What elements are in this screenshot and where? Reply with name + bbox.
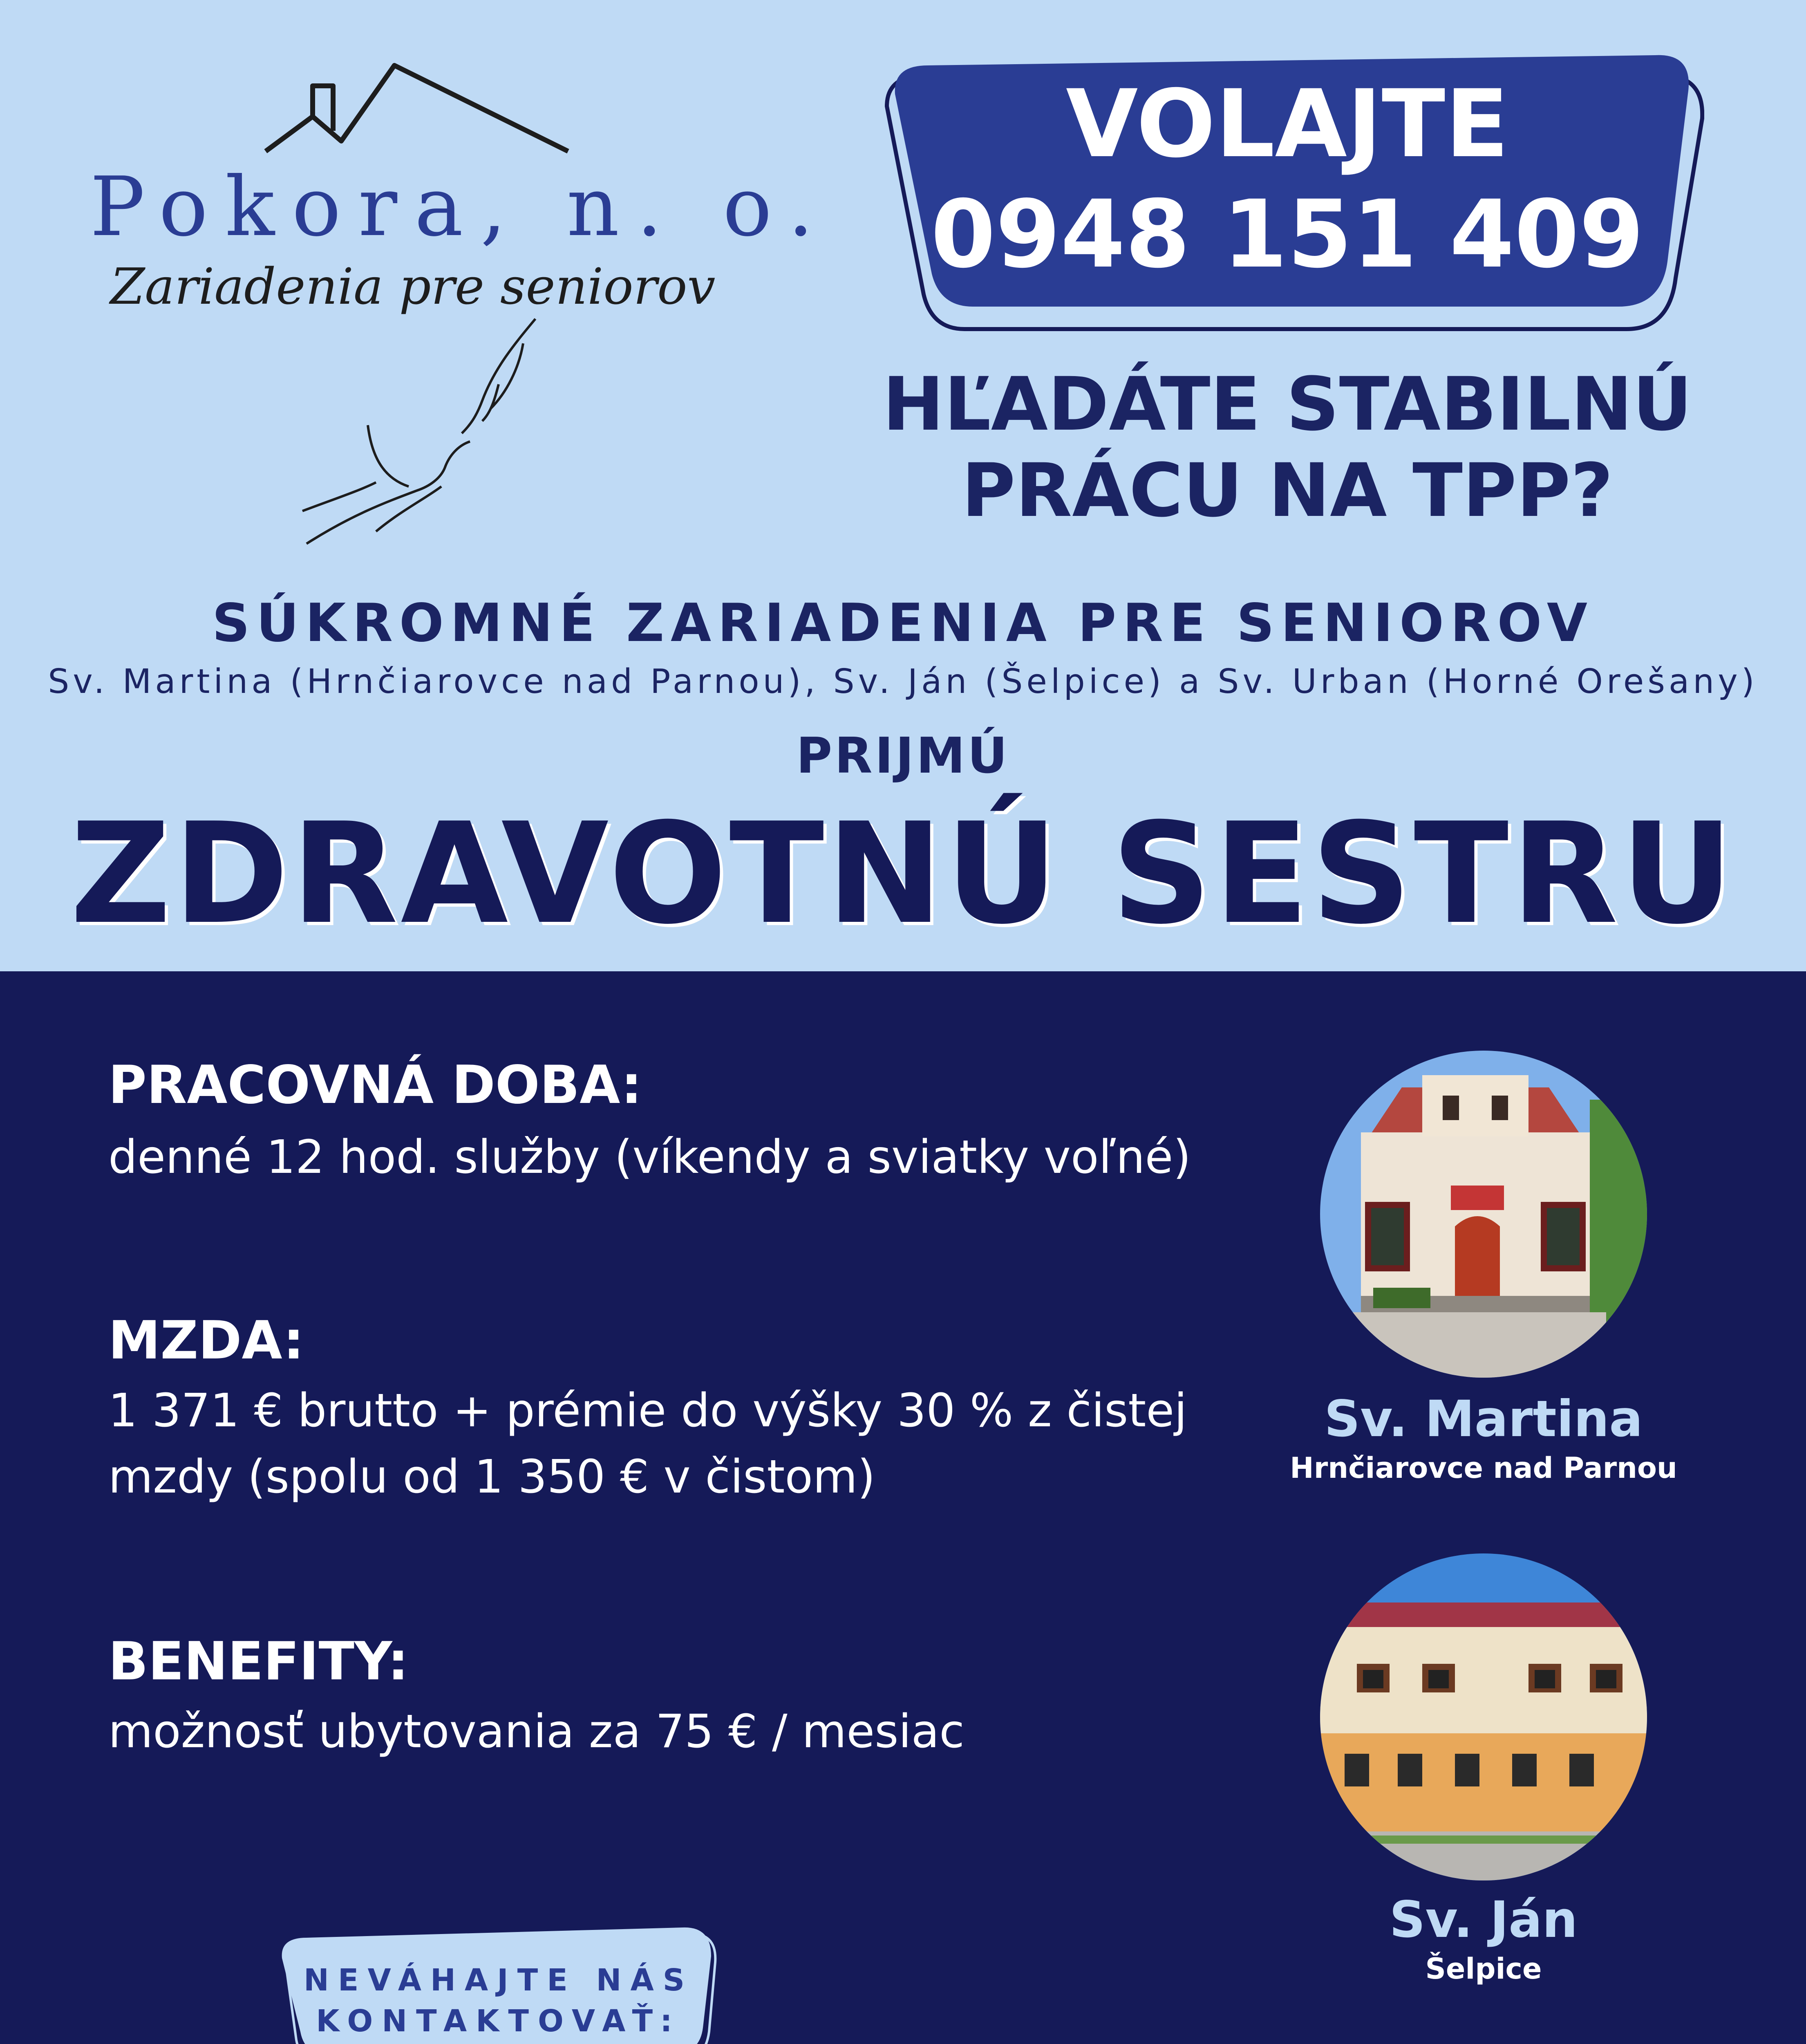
job-question-line2: PRÁCU NA TPP? <box>961 448 1614 533</box>
logo-subtitle: Zariadenia pre seniorov <box>110 258 716 316</box>
call-phone-number[interactable]: 0948 151 409 <box>931 180 1644 289</box>
contact-prompt-line1: NEVÁHAJTE NÁS <box>303 1963 694 1998</box>
building-image <box>1320 1553 1647 1880</box>
call-banner <box>871 45 1704 331</box>
job-question-line1: HĽADÁTE STABILNÚ <box>882 362 1692 447</box>
facility-place-martina: Hrnčiarovce nad Parnou <box>1290 1451 1677 1485</box>
facility-place-jan: Šelpice <box>1425 1952 1542 1986</box>
contact-badge <box>278 1921 719 2044</box>
wage-text-line1: 1 371 € brutto + prémie do výšky 30 % z čistej <box>108 1384 1187 1437</box>
facility-type-heading: SÚKROMNÉ ZARIADENIA PRE SENIOROV <box>212 593 1594 654</box>
wage-text <box>108 1378 1187 1511</box>
locations-line: Sv. Martina (Hrnčiarovce nad Parnou), Sv. Ján (Šelpice) a Sv. Urban (Horné Orešany) <box>48 662 1758 701</box>
wage-heading: MZDA: <box>108 1310 304 1371</box>
facility-photo-martina <box>1320 1051 1647 1378</box>
benefits-text: možnosť ubytovania za 75 € / mesiac <box>108 1705 965 1758</box>
contact-prompt <box>278 1960 719 2042</box>
position-headline: ZDRAVOTNÚ SESTRU <box>70 793 1736 955</box>
facility-name-jan: Sv. Ján <box>1389 1891 1578 1949</box>
job-question <box>879 362 1696 534</box>
benefits-heading: BENEFITY: <box>108 1631 409 1692</box>
working-hours-text: denné 12 hod. služby (víkendy a sviatky voľné) <box>108 1131 1191 1184</box>
facility-name-martina: Sv. Martina <box>1324 1390 1643 1448</box>
hiring-label: PRIJMÚ <box>796 728 1010 784</box>
facility-photo-jan <box>1320 1553 1647 1880</box>
logo-name: Pokora, n. o. <box>90 159 831 255</box>
call-label: VOLAJTE <box>1065 69 1509 178</box>
working-hours-heading: PRACOVNÁ DOBA: <box>108 1055 642 1116</box>
hands-icon <box>90 57 831 560</box>
wage-text-line2: mzdy (spolu od 1 350 € v čistom) <box>108 1450 875 1504</box>
building-image <box>1320 1051 1647 1378</box>
contact-prompt-line2: KONTAKTOVAŤ: <box>316 2003 681 2039</box>
logo <box>90 57 831 560</box>
